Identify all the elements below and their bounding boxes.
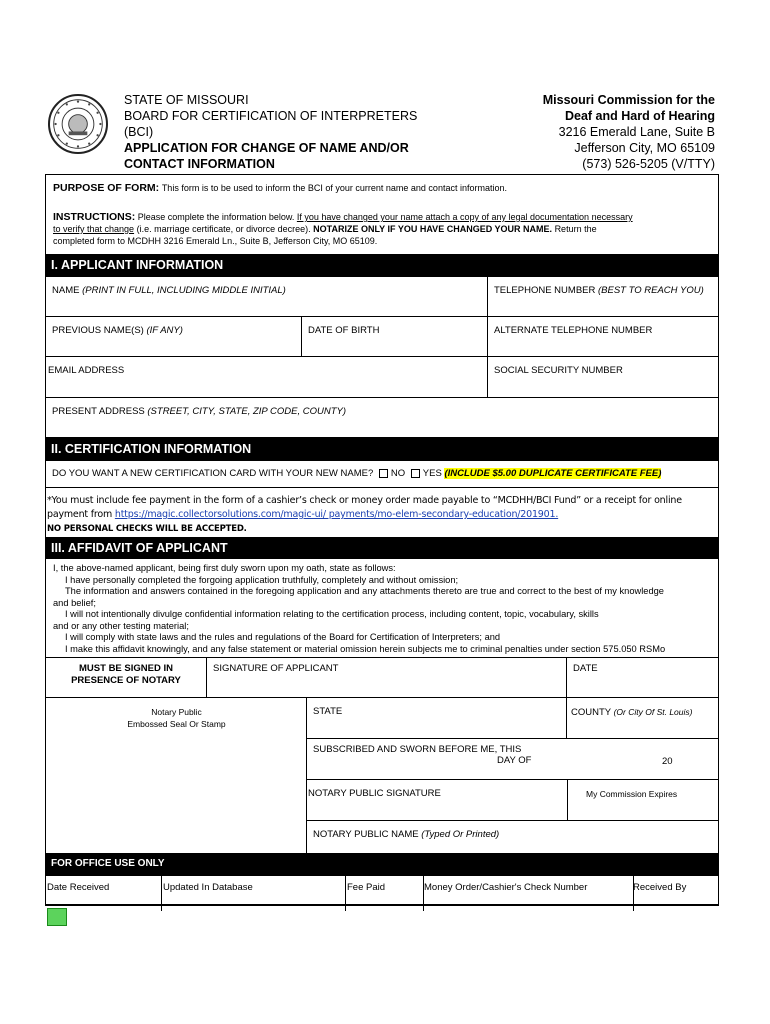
telephone-hint: (BEST TO REACH YOU)	[598, 285, 704, 296]
alternate-telephone-label: ALTERNATE TELEPHONE NUMBER	[494, 325, 653, 336]
date-received-cell[interactable]	[46, 876, 162, 911]
affidavit-line6: and or any other testing material;	[53, 620, 189, 631]
instructions-label: INSTRUCTIONS:	[53, 211, 136, 223]
new-card-question-text: DO YOU WANT A NEW CERTIFICATION CARD WITH YOUR NEW NAME?	[52, 468, 374, 479]
notary-seal-line1: Notary Public	[151, 707, 202, 717]
updated-in-database-cell[interactable]	[161, 876, 346, 911]
header-left	[124, 92, 417, 172]
commission-name-2: Deaf and Hard of Hearing	[564, 109, 715, 123]
present-address-field[interactable]	[45, 397, 719, 438]
previous-names-label: PREVIOUS NAME(S)	[52, 325, 144, 336]
ssn-label: SOCIAL SECURITY NUMBER	[494, 365, 623, 376]
instructions-return-address: completed form to MCDHH 3216 Emerald Ln., Suite B, Jefferson City, MO 65109.	[53, 236, 378, 246]
purpose-of-form	[53, 182, 507, 195]
notary-seal-area	[45, 697, 307, 853]
received-by-cell[interactable]	[631, 876, 720, 911]
address-label: PRESENT ADDRESS	[52, 406, 145, 417]
date-received-label: Date Received	[47, 882, 110, 893]
notary-county-field[interactable]	[566, 697, 719, 739]
subscribed-text: SUBSCRIBED AND SWORN BEFORE ME, THIS	[313, 744, 522, 755]
year-prefix: 20	[662, 756, 673, 767]
check-number-cell[interactable]	[421, 876, 634, 911]
ssn-field[interactable]	[487, 356, 719, 398]
date-label: DATE	[573, 663, 598, 674]
affidavit-line2: I have personally completed the forgoing application truthfully, completely and without omission;	[65, 574, 459, 585]
fee-note-line2: payment from	[47, 509, 113, 520]
date-of-birth-label: DATE OF BIRTH	[308, 325, 380, 336]
affidavit-line3: The information and answers contained in the foregoing application and any attachments thereto are true and correct to the best of my knowledge	[65, 586, 664, 596]
purpose-label: PURPOSE OF FORM:	[53, 182, 160, 194]
fee-paid-label: Fee Paid	[347, 882, 386, 893]
subscribed-sworn-field[interactable]	[306, 738, 719, 780]
telephone-label: TELEPHONE NUMBER	[494, 285, 596, 296]
alternate-telephone-field[interactable]	[487, 316, 719, 357]
state-seal-icon	[48, 94, 108, 154]
office-use-header: FOR OFFICE USE ONLY	[45, 853, 719, 875]
notary-name-label: NOTARY PUBLIC NAME	[313, 829, 419, 840]
day-of-text: DAY OF	[497, 755, 532, 766]
yes-checkbox[interactable]	[411, 469, 420, 478]
commission-phone: (573) 526-5205 (V/TTY)	[582, 157, 715, 171]
signature-label: SIGNATURE OF APPLICANT	[213, 663, 339, 674]
section-certification-header: II. CERTIFICATION INFORMATION	[45, 438, 719, 460]
header-state: STATE OF MISSOURI	[124, 93, 249, 107]
state-label: STATE	[313, 706, 343, 717]
email-label: EMAIL ADDRESS	[48, 365, 125, 376]
name-label: NAME	[52, 285, 80, 296]
annotation-marker-icon	[47, 908, 67, 926]
affidavit-line4: and belief;	[53, 597, 96, 608]
commission-name-1: Missouri Commission for the	[542, 93, 715, 107]
applicant-signature-field[interactable]	[206, 657, 567, 698]
fee-paid-cell[interactable]	[344, 876, 424, 911]
notary-seal-line2: Embossed Seal Or Stamp	[127, 719, 226, 729]
commission-expires-field[interactable]	[567, 779, 719, 821]
notary-state-field[interactable]	[306, 697, 567, 739]
notary-signature-label: NOTARY PUBLIC SIGNATURE	[308, 788, 441, 799]
notary-name-field[interactable]	[306, 820, 719, 854]
instructions-underlined-1: If you have changed your name attach a copy of any legal documentation necessary	[296, 212, 633, 222]
form-title-line1: APPLICATION FOR CHANGE OF NAME AND/OR	[124, 141, 409, 155]
yes-label: YES	[422, 468, 442, 479]
instructions-text: Please complete the information below.	[137, 212, 295, 222]
instructions-notarize: NOTARIZE ONLY IF YOU HAVE CHANGED YOUR NAME.	[313, 224, 553, 234]
affidavit-line1: I, the above-named applicant, being first duly sworn upon my oath, state as follows:	[53, 563, 396, 573]
duplicate-fee-note: (INCLUDE $5.00 DUPLICATE CERTIFICATE FEE)	[444, 468, 662, 479]
no-checkbox[interactable]	[379, 469, 388, 478]
office-use-row	[45, 875, 719, 906]
date-of-birth-field[interactable]	[301, 316, 488, 357]
notary-signature-field[interactable]	[306, 779, 568, 821]
instructions	[53, 211, 698, 247]
county-label: COUNTY	[571, 707, 611, 718]
must-sign-notice	[45, 657, 207, 698]
received-by-label: Received By	[633, 882, 687, 893]
form-title-line2: CONTACT INFORMATION	[124, 157, 275, 171]
previous-names-hint: (IF ANY)	[146, 325, 183, 336]
header-bci: (BCI)	[124, 125, 154, 139]
must-sign-line2: PRESENCE OF NOTARY	[71, 675, 181, 686]
county-hint: (Or City Of St. Louis)	[613, 707, 693, 717]
instructions-text-2: (i.e. marriage certificate, or divorce decree).	[136, 224, 311, 234]
commission-city: Jefferson City, MO 65109	[574, 141, 715, 155]
fee-note-line1: *You must include fee payment in the form of a cashier’s check or money order made payable to “MCDHH/BCI Fund” or a receipt for online	[47, 495, 682, 506]
instructions-underlined-2: to verify that change	[53, 224, 135, 234]
header-board: BOARD FOR CERTIFICATION OF INTERPRETERS	[124, 109, 418, 123]
no-label: NO	[390, 468, 406, 479]
section-applicant-header: I. APPLICANT INFORMATION	[45, 254, 719, 276]
affidavit-line8: I make this affidavit knowingly, and any false statement or material omission herein subjects me to criminal penalties under section 575.050 RSMo	[65, 643, 666, 654]
purpose-text: This form is to be used to inform the BCI of your current name and contact information.	[161, 183, 507, 193]
address-hint: (STREET, CITY, STATE, ZIP CODE, COUNTY)	[147, 406, 347, 417]
notary-name-hint: (Typed Or Printed)	[421, 829, 500, 840]
affidavit-line5: I will not intentionally divulge confidential information relating to the certification process, including content, topic, vocabulary, skills	[65, 609, 599, 619]
header-right	[543, 92, 715, 172]
commission-expires-label: My Commission Expires	[586, 789, 678, 799]
signature-date-field[interactable]	[566, 657, 719, 698]
name-hint: (PRINT IN FULL, INCLUDING MIDDLE INITIAL)	[82, 285, 286, 296]
must-sign-line1: MUST BE SIGNED IN	[79, 663, 173, 674]
updated-in-database-label: Updated In Database	[163, 882, 253, 893]
affidavit-text	[53, 563, 717, 655]
telephone-field[interactable]	[487, 276, 719, 317]
name-field[interactable]	[45, 276, 488, 317]
section-affidavit-header: III. AFFIDAVIT OF APPLICANT	[45, 537, 719, 559]
fee-payment-note	[47, 494, 717, 536]
previous-names-field[interactable]	[45, 316, 302, 357]
new-card-question	[45, 460, 719, 488]
check-number-label: Money Order/Cashier's Check Number	[424, 882, 588, 893]
commission-address: 3216 Emerald Lane, Suite B	[558, 125, 715, 139]
no-personal-checks: NO PERSONAL CHECKS WILL BE ACCEPTED.	[47, 524, 247, 534]
payment-link[interactable]: https://magic.collectorsolutions.com/magic-ui/ payments/mo-elem-secondary-education/201901.	[114, 509, 559, 520]
instructions-text-3: Return the	[554, 224, 597, 234]
email-field[interactable]	[45, 356, 488, 398]
affidavit-line7: I will comply with state laws and the rules and regulations of the Board for Certification of Interpreters; and	[65, 632, 501, 642]
